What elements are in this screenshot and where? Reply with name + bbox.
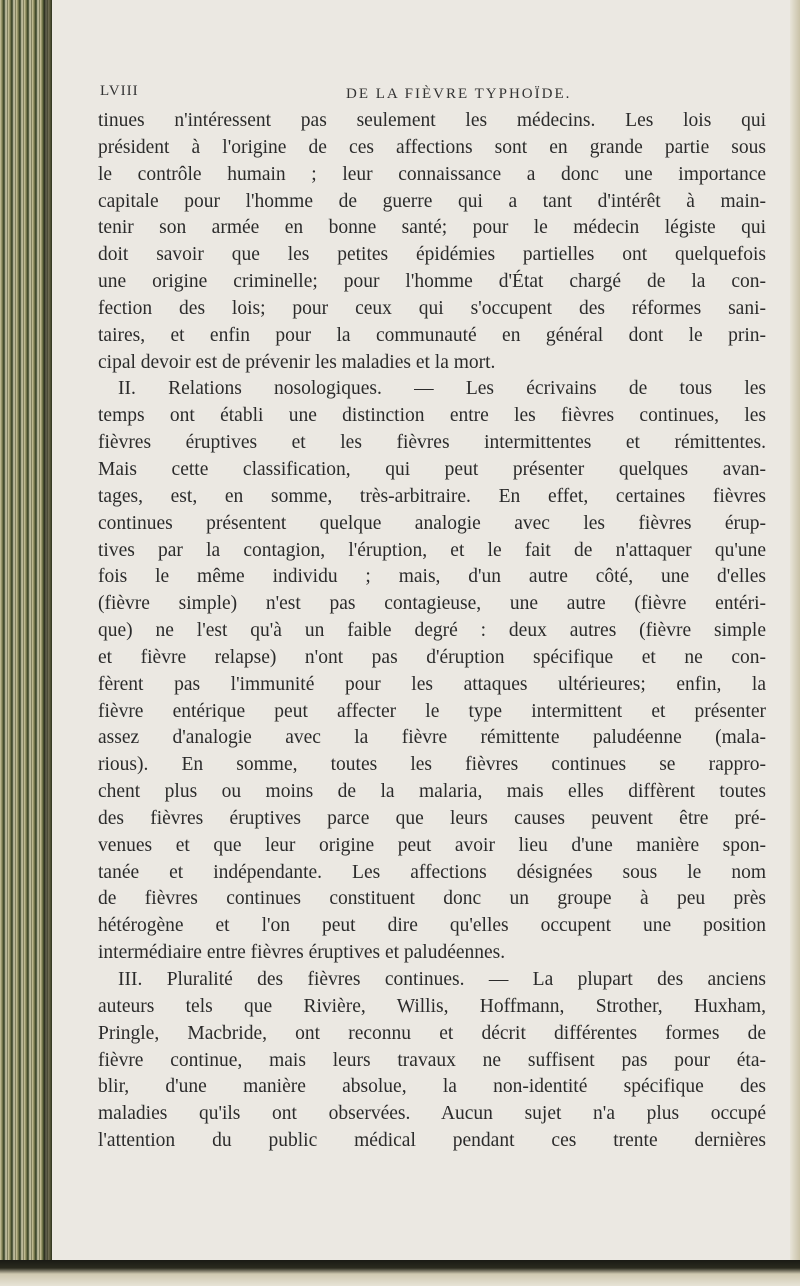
text-line: fois le même individu ; mais, d'un autre côté, une d'elles [98, 566, 766, 588]
text-line: taires, et enfin pour la communauté en général dont le prin- [98, 324, 766, 346]
text-line: tages, est, en somme, très-arbitraire. En effet, certaines fièvres [98, 485, 766, 507]
text-line: tanée et indépendante. Les affections désignées sous le nom [98, 861, 766, 883]
text-line: fection des lois; pour ceux qui s'occupent des réformes sani- [98, 297, 766, 319]
text-line: capitale pour l'homme de guerre qui a tant d'intérêt à main- [98, 190, 766, 212]
text-line: tinues n'intéressent pas seulement les médecins. Les lois qui [98, 110, 766, 131]
text-line: Mais cette classification, qui peut présenter quelques avan- [98, 458, 766, 480]
text-line: continues présentent quelque analogie avec les fièvres érup- [98, 512, 766, 534]
text-line: chent plus ou moins de la malaria, mais elles diffèrent toutes [98, 781, 766, 803]
section-heading-line: II. Relations nosologiques. — Les écrivains de tous les [118, 378, 766, 400]
text-line: rious). En somme, toutes les fièvres continues se rappro- [98, 754, 766, 776]
text-line: et fièvre relapse) n'ont pas d'éruption spécifique et ne con- [98, 646, 766, 668]
text-line: l'attention du public médical pendant ces trente dernières [98, 1130, 766, 1152]
text-line: intermédiaire entre fièvres éruptives et paludéennes. [98, 942, 506, 964]
text-line: tenir son armée en bonne santé; pour le médecin légiste qui [98, 217, 766, 239]
text-line: venues et que leur origine peut avoir lieu d'une manière spon- [98, 834, 766, 856]
text-line: maladies qu'ils ont observées. Aucun sujet n'a plus occupé [98, 1103, 766, 1125]
page-number: LVIII [100, 83, 139, 99]
text-line: (fièvre simple) n'est pas contagieuse, une autre (fièvre entéri- [98, 593, 766, 615]
text-line: fièvre continue, mais leurs travaux ne suffisent pas pour éta- [98, 1049, 766, 1071]
text-line: que) ne l'est qu'à un faible degré : deux autres (fièvre simple [98, 620, 766, 642]
text-line: doit savoir que les petites épidémies partielles ont quelquefois [98, 244, 766, 266]
body-text [98, 108, 766, 1155]
page-right-edge [790, 0, 800, 1286]
text-line: auteurs tels que Rivière, Willis, Hoffmann, Strother, Huxham, [98, 995, 766, 1017]
running-head: DE LA FIÈVRE TYPHOÏDE. [346, 86, 572, 102]
text-line: blir, d'une manière absolue, la non-identité spécifique des [98, 1076, 766, 1098]
text-line: président à l'origine de ces affections sont en grande partie sous [98, 136, 766, 158]
text-line: tives par la contagion, l'éruption, et le fait de n'attaquer qu'une [98, 539, 766, 561]
text-line: fièvre entérique peut affecter le type intermittent et présenter [98, 700, 766, 722]
text-line: fièvres éruptives et les fièvres intermittentes et rémittentes. [98, 432, 766, 454]
text-line: temps ont établi une distinction entre les fièvres continues, les [98, 405, 766, 427]
page-bottom-edge [0, 1260, 800, 1286]
section-heading-line: III. Pluralité des fièvres continues. — La plupart des anciens [118, 969, 766, 990]
text-line: une origine criminelle; pour l'homme d'État chargé de la con- [98, 271, 766, 293]
text-line: fèrent pas l'immunité pour les attaques ultérieures; enfin, la [98, 673, 766, 695]
text-line: assez d'analogie avec la fièvre rémittente paludéenne (mala- [98, 727, 766, 749]
text-line: de fièvres continues constituent donc un groupe à peu près [98, 888, 766, 910]
text-line: des fièvres éruptives parce que leurs causes peuvent être pré- [98, 807, 766, 829]
text-line: le contrôle humain ; leur connaissance a donc une importance [98, 163, 766, 185]
text-line: cipal devoir est de prévenir les maladies et la mort. [98, 351, 496, 373]
text-line: hétérogène et l'on peut dire qu'elles occupent une position [98, 915, 766, 937]
text-line: Pringle, Macbride, ont reconnu et décrit différentes formes de [98, 1022, 766, 1044]
